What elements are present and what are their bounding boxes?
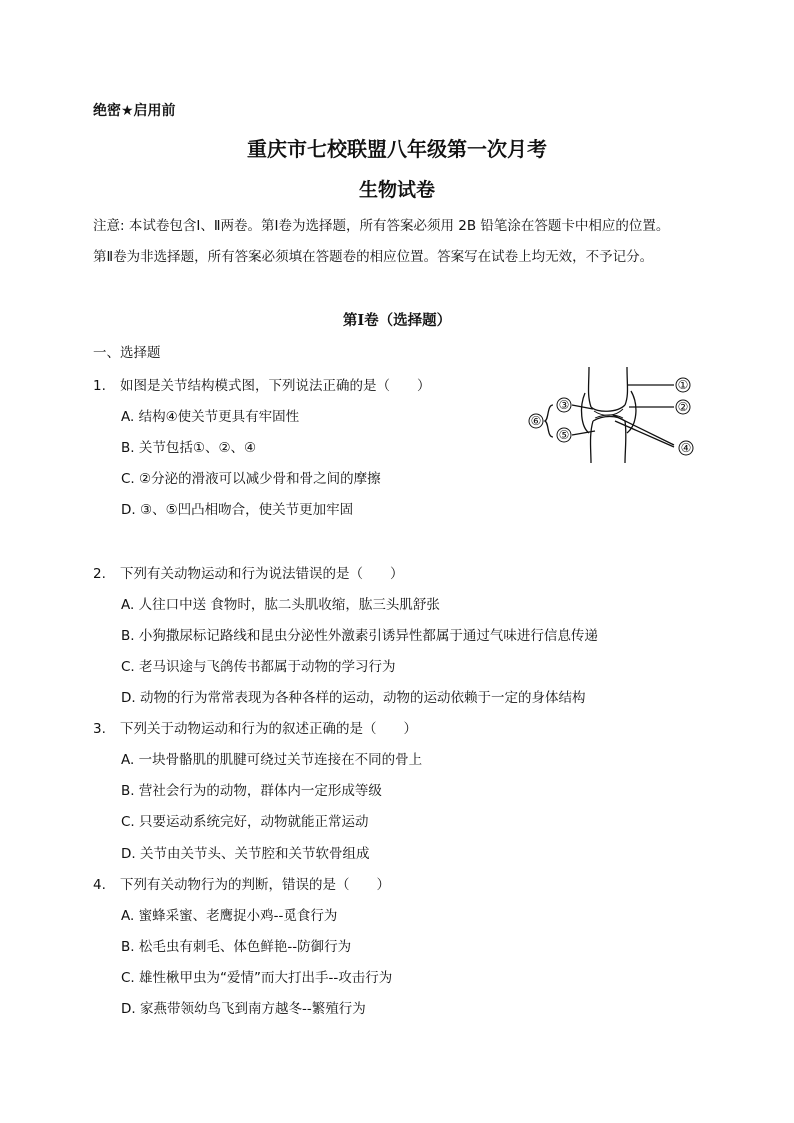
joint-head xyxy=(591,405,625,411)
question-number: 2. xyxy=(93,566,106,582)
question-1-option-c: C. ②分泌的滑液可以减少骨和骨之间的摩擦 xyxy=(121,471,381,487)
lower-bone-left-edge xyxy=(591,421,594,463)
label-6: ⑥ xyxy=(530,414,542,428)
question-2-option-b: B. 小狗撒尿标记路线和昆虫分泌性外激素引诱异性都属于通过气味进行信息传递 xyxy=(121,628,598,644)
question-text: 如图是关节结构模式图，下列说法正确的是（ ） xyxy=(120,378,431,394)
question-number: 4. xyxy=(93,877,106,893)
exam-title: 重庆市七校联盟八年级第一次月考 xyxy=(247,137,547,161)
question-3-option-b: B. 营社会行为的动物，群体内一定形成等级 xyxy=(121,783,382,799)
question-1-stem xyxy=(93,374,431,394)
question-4-option-b: B. 松毛虫有刺毛、体色鲜艳--防御行为 xyxy=(121,939,352,955)
question-4-stem xyxy=(93,873,390,893)
label-1: ① xyxy=(677,378,689,392)
cartilage-upper xyxy=(594,409,623,415)
label-3: ③ xyxy=(558,398,570,412)
question-text: 下列关于动物运动和行为的叙述正确的是（ ） xyxy=(120,721,417,737)
question-3-option-a: A. 一块骨骼肌的肌腱可绕过关节连接在不同的骨上 xyxy=(121,752,423,768)
question-number: 3. xyxy=(93,721,106,737)
upper-bone-right-edge xyxy=(625,367,628,405)
secret-mark: 绝密★启用前 xyxy=(93,103,176,119)
question-1-option-a: A. 结构④使关节更具有牢固性 xyxy=(121,409,300,425)
notice-line-2: 第Ⅱ卷为非选择题，所有答案必须填在答题卷的相应位置。答案写在试卷上均无效，不予记分。 xyxy=(93,249,654,265)
question-4-option-d: D. 家燕带领幼鸟飞到南方越冬--繁殖行为 xyxy=(121,1001,366,1017)
question-2-option-d: D. 动物的行为常常表现为各种各样的运动，动物的运动依赖于一定的身体结构 xyxy=(121,690,586,706)
question-2-stem xyxy=(93,562,404,582)
question-4-option-a: A. 蜜蜂采蜜、老鹰捉小鸡--觅食行为 xyxy=(121,908,338,924)
question-3-stem xyxy=(93,717,417,737)
notice-line-1: 注意: 本试卷包含Ⅰ、Ⅱ两卷。第Ⅰ卷为选择题，所有答案必须用 2B 铅笔涂在答题卡中相应的位置。 xyxy=(93,218,670,234)
question-3-option-c: C. 只要运动系统完好，动物就能正常运动 xyxy=(121,814,369,830)
part-title: 一、选择题 xyxy=(93,345,161,361)
question-2-option-a: A. 人往口中送 食物时，肱二头肌收缩，肱三头肌舒张 xyxy=(121,597,440,613)
question-1-option-b: B. 关节包括①、②、④ xyxy=(121,440,257,456)
exam-notice xyxy=(93,211,713,273)
question-number: 1. xyxy=(93,378,106,394)
question-text: 下列有关动物行为的判断，错误的是（ ） xyxy=(120,877,390,893)
lower-bone-right-edge xyxy=(625,421,626,463)
question-2-option-c: C. 老马识途与飞鸽传书都属于动物的学习行为 xyxy=(121,659,396,675)
joint-structure-diagram xyxy=(527,365,707,465)
question-4-option-c: C. 雄性楸甲虫为“爱情”而大打出手--攻击行为 xyxy=(121,970,393,986)
question-text: 下列有关动物运动和行为说法错误的是（ ） xyxy=(120,566,404,582)
capsule-left xyxy=(582,393,589,433)
question-3-option-d: D. 关节由关节头、关节腔和关节软骨组成 xyxy=(121,846,370,862)
section-title: 第Ⅰ卷（选择题） xyxy=(342,312,452,329)
label-2: ② xyxy=(677,400,689,414)
label-5: ⑤ xyxy=(558,428,570,442)
subject-title: 生物试卷 xyxy=(358,179,435,201)
label-4: ④ xyxy=(680,441,692,455)
question-1-option-d: D. ③、⑤凹凸相吻合，使关节更加牢固 xyxy=(121,502,354,518)
upper-bone-left-edge xyxy=(589,367,592,407)
